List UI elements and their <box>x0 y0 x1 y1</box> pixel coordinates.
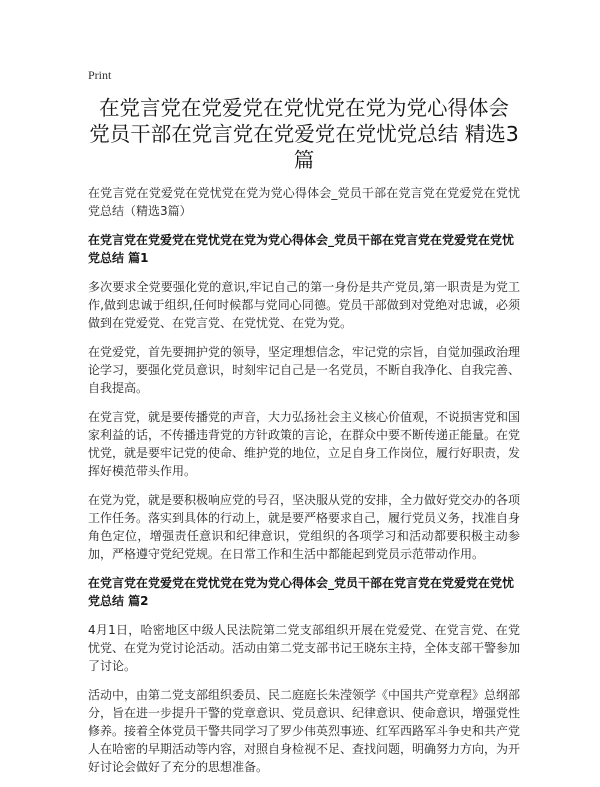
paragraph: 4月1日，哈密地区中级人民法院第二党支部组织开展在党爱党、在党言党、在党忧党、在党为党讨论活动。活动由第二党支部书记王晓东主持，全体支部干警参加了讨论。 <box>88 623 521 673</box>
document-subtitle: 在党言党在党爱党在党忧党在党为党心得体会_党员干部在党言党在党爱党在党忧党总结（精选3篇） <box>88 186 520 218</box>
paragraph: 多次要求全党要强化党的意识,牢记自己的第一身份是共产党员,第一职责是为党工作,做到忠诚于组织,任何时候都与党同心同德。党员干部做到对党绝对忠诚，必须做到在党爱党、在党言党、在党忧党、在党为党。 <box>88 280 520 330</box>
section-heading-1: 在党言党在党爱党在党忧党在党为党心得体会_党员干部在党言党在党爱党在党忧党总结 篇1 <box>88 233 515 265</box>
document-title: 在党言党在党爱党在党忧党在党为党心得体会 党员干部在党言党在党爱党在党忧党总结 精选3篇 <box>89 96 519 172</box>
paragraph: 在党言党，就是要传播党的声音，大力弘扬社会主义核心价值观，不说损害党和国家利益的话，不传播违背党的方针政策的言论，在群众中要不断传递正能量。在党忧党，就是要牢记党的使命、维护党的地位，立足自身工作岗位，履行好职责，发挥好模范带头作用。 <box>88 410 521 478</box>
paragraph: 在党爱党，首先要拥护党的领导，坚定理想信念，牢记党的宗旨，自觉加强政治理论学习，要强化党员意识，时刻牢记自己是一名党员，不断自我净化、自我完善、自我提高。 <box>88 345 521 395</box>
paragraph: 活动中，由第二党支部组织委员、民二庭庭长朱滢领学《中国共产党章程》总纲部分，旨在进一步提升干警的党章意识、党员意识、纪律意识、使命意识，增强党性修养。接着全体党员干警共同学习了罗少伟英烈事迹、红军西路军斗争史和共产党人在哈密的早期活动等内容，对照自身检视不足、查找问题，明确努力方向，为开好讨论会做好了充分的思想准备。 <box>88 688 521 774</box>
section-heading-2: 在党言党在党爱党在党忧党在党为党心得体会_党员干部在党言党在党爱党在党忧党总结 篇2 <box>88 576 515 608</box>
print-label: Print <box>88 68 112 82</box>
document-page <box>88 68 520 787</box>
paragraph: 在党为党，就是要积极响应党的号召，坚决服从党的安排，全力做好党交办的各项工作任务。落实到具体的行动上，就是要严格要求自己，履行党员义务，找准自身角色定位，增强责任意识和纪律意识，党组织的各项学习和活动都要积极主动参加，严格遵守党纪党规。在日常工作和生活中都能起到党员示范带动作用。 <box>88 493 521 561</box>
